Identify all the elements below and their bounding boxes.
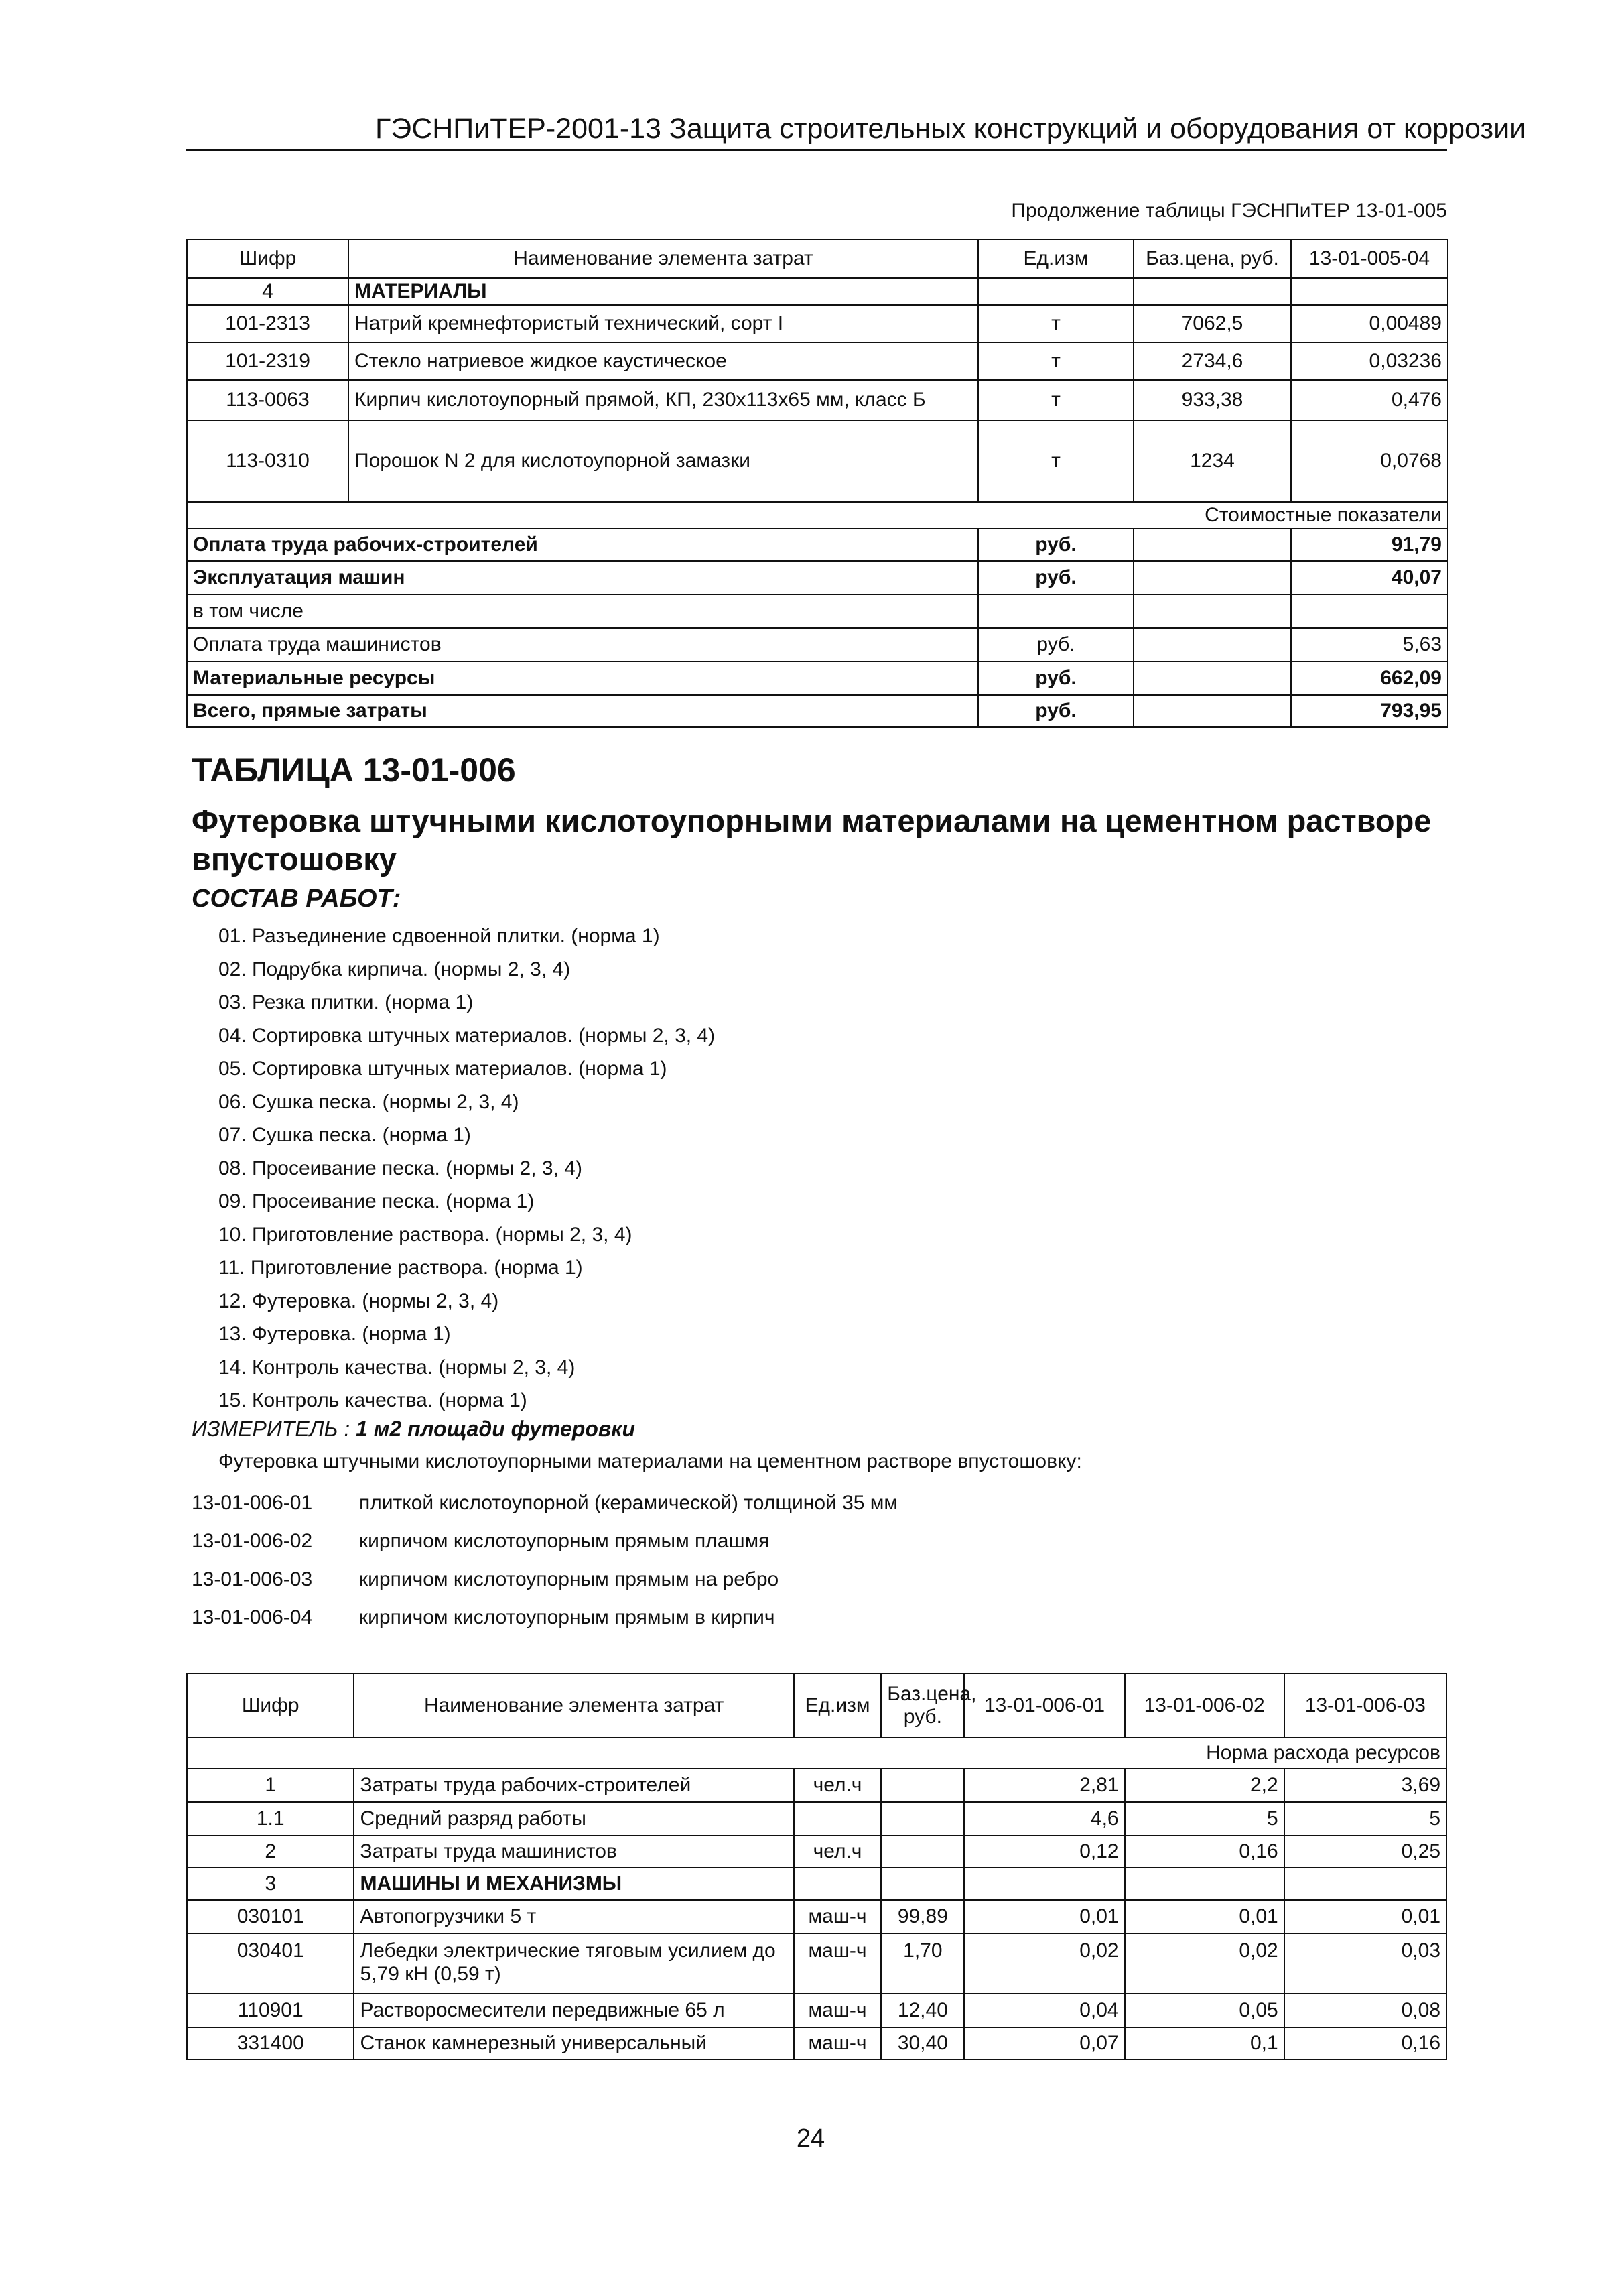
list-item: 09. Просеивание песка. (норма 1) (218, 1190, 535, 1212)
empty-cell (794, 1868, 881, 1900)
row-code: 331400 (187, 2027, 354, 2059)
norms-description: Футеровка штучными кислотоупорными материалами на цементном растворе впустошовку: (218, 1450, 1082, 1472)
column-header-price: Баз.цена, руб. (1134, 239, 1291, 278)
table-row (187, 1769, 1446, 1802)
empty-cell (1134, 594, 1291, 628)
row-code: 1 (187, 1769, 354, 1802)
empty-cell (1134, 661, 1291, 695)
empty-cell (1134, 695, 1291, 727)
cost-unit: руб. (978, 529, 1134, 561)
row-code: 030101 (187, 1900, 354, 1933)
row-value: 0,00489 (1291, 305, 1448, 342)
column-header-name: Наименование элемента затрат (348, 239, 978, 278)
row-value-03: 0,25 (1284, 1836, 1446, 1868)
row-price: 7062,5 (1134, 305, 1291, 342)
row-code: 030401 (187, 1933, 354, 1994)
row-value-02: 0,1 (1125, 2027, 1284, 2059)
row-value-03: 5 (1284, 1802, 1446, 1836)
row-unit: т (978, 380, 1134, 420)
section-name: МАШИНЫ И МЕХАНИЗМЫ (354, 1868, 793, 1900)
cost-table-13-01-005 (186, 239, 1448, 728)
section-code: 3 (187, 1868, 354, 1900)
table-row (187, 342, 1448, 380)
section-name: МАТЕРИАЛЫ (348, 278, 978, 305)
row-name: Лебедки электрические тяговым усилием до 5,79 кН (0,59 т) (354, 1933, 793, 1994)
resource-norms-table-13-01-006 (186, 1673, 1447, 2060)
column-header-name: Наименование элемента затрат (354, 1673, 793, 1738)
page-number: 24 (796, 2124, 825, 2153)
cost-unit: руб. (978, 628, 1134, 661)
row-price: 12,40 (881, 1994, 964, 2027)
table-row (187, 420, 1448, 502)
row-code: 110901 (187, 1994, 354, 2027)
row-price (881, 1769, 964, 1802)
norm-text: кирпичом кислотоупорным прямым плашмя (359, 1529, 770, 1552)
row-name: Средний разряд работы (354, 1802, 793, 1836)
row-unit: маш-ч (794, 2027, 881, 2059)
empty-cell (881, 1868, 964, 1900)
list-item: 04. Сортировка штучных материалов. (нормы 2, 3, 4) (218, 1024, 716, 1047)
row-unit: маш-ч (794, 1900, 881, 1933)
row-name: Затраты труда рабочих-строителей (354, 1769, 793, 1802)
row-unit: чел.ч (794, 1769, 881, 1802)
table-row (187, 1900, 1446, 1933)
row-name: Натрий кремнефтористый технический, сорт I (348, 305, 978, 342)
measurement-unit (192, 1417, 635, 1442)
cost-value: 40,07 (1291, 561, 1448, 594)
operations-list (218, 919, 715, 1417)
row-code: 113-0310 (187, 420, 348, 502)
row-code: 101-2313 (187, 305, 348, 342)
list-item: 14. Контроль качества. (нормы 2, 3, 4) (218, 1356, 576, 1379)
row-unit: т (978, 305, 1134, 342)
empty-cell (1134, 561, 1291, 594)
norm-code: 13-01-006-04 (192, 1606, 313, 1629)
column-header-unit: Ед.изм (794, 1673, 881, 1738)
row-value-03: 3,69 (1284, 1769, 1446, 1802)
row-code: 2 (187, 1836, 354, 1868)
norm-text: кирпичом кислотоупорным прямым в кирпич (359, 1606, 775, 1629)
table-row (187, 2027, 1446, 2059)
cost-unit: руб. (978, 661, 1134, 695)
row-value-02: 0,05 (1125, 1994, 1284, 2027)
row-unit: маш-ч (794, 1933, 881, 1994)
cost-value: 5,63 (1291, 628, 1448, 661)
row-value-01: 0,02 (964, 1933, 1124, 1994)
row-name: Автопогрузчики 5 т (354, 1900, 793, 1933)
norm-item (192, 1560, 898, 1598)
row-value-03: 0,03 (1284, 1933, 1446, 1994)
row-price (881, 1802, 964, 1836)
list-item: 06. Сушка песка. (нормы 2, 3, 4) (218, 1090, 519, 1113)
cost-unit: руб. (978, 561, 1134, 594)
row-name: Растворосмесители передвижные 65 л (354, 1994, 793, 2027)
row-value-02: 0,16 (1125, 1836, 1284, 1868)
row-unit: т (978, 420, 1134, 502)
norm-text: плиткой кислотоупорной (керамической) толщиной 35 мм (359, 1491, 898, 1514)
composition-heading: СОСТАВ РАБОТ: (192, 885, 401, 913)
table-continuation-caption: Продолжение таблицы ГЭСНПиТЕР 13-01-005 (1011, 200, 1447, 222)
empty-cell (1134, 529, 1291, 561)
table-row (187, 1836, 1446, 1868)
norm-item (192, 1522, 898, 1560)
column-header-code: Шифр (187, 239, 348, 278)
column-header-code: Шифр (187, 1673, 354, 1738)
empty-cell (1134, 628, 1291, 661)
list-item: 12. Футеровка. (нормы 2, 3, 4) (218, 1289, 499, 1312)
empty-cell (1291, 278, 1448, 305)
cost-indicators-header: Стоимостные показатели (187, 502, 1448, 529)
row-name: Стекло натриевое жидкое каустическое (348, 342, 978, 380)
list-item: 02. Подрубка кирпича. (нормы 2, 3, 4) (218, 958, 571, 980)
section-code: 4 (187, 278, 348, 305)
cost-unit (978, 594, 1134, 628)
row-price (881, 1836, 964, 1868)
cost-label: в том числе (187, 594, 978, 628)
norm-code: 13-01-006-03 (192, 1568, 313, 1590)
list-item: 07. Сушка песка. (норма 1) (218, 1124, 471, 1146)
empty-cell (964, 1868, 1124, 1900)
table-row (187, 305, 1448, 342)
row-value-02: 0,02 (1125, 1933, 1284, 1994)
cost-value: 91,79 (1291, 529, 1448, 561)
cost-label: Оплата труда машинистов (187, 628, 978, 661)
cost-value (1291, 594, 1448, 628)
cost-value: 662,09 (1291, 661, 1448, 695)
cost-unit: руб. (978, 695, 1134, 727)
header-rule (186, 149, 1447, 151)
cost-row (187, 529, 1448, 561)
column-header-price: Баз.цена, руб. (881, 1673, 964, 1738)
row-unit: чел.ч (794, 1836, 881, 1868)
cost-label: Оплата труда рабочих-строителей (187, 529, 978, 561)
list-item: 13. Футеровка. (норма 1) (218, 1323, 451, 1345)
row-price: 1234 (1134, 420, 1291, 502)
row-value-03: 0,16 (1284, 2027, 1446, 2059)
row-value: 0,0768 (1291, 420, 1448, 502)
section-title: ТАБЛИЦА 13-01-006 (192, 751, 516, 789)
norm-code: 13-01-006-02 (192, 1529, 313, 1552)
cost-row (187, 661, 1448, 695)
norm-consumption-header: Норма расхода ресурсов (187, 1738, 1446, 1769)
row-value-01: 0,07 (964, 2027, 1124, 2059)
column-header-norm-03: 13-01-006-03 (1284, 1673, 1446, 1738)
list-item: 01. Разъединение сдвоенной плитки. (норма 1) (218, 925, 660, 947)
row-value-01: 0,12 (964, 1836, 1124, 1868)
norm-code: 13-01-006-01 (192, 1491, 313, 1514)
cost-row (187, 594, 1448, 628)
norm-item (192, 1598, 898, 1637)
cost-label: Всего, прямые затраты (187, 695, 978, 727)
row-name: Порошок N 2 для кислотоупорной замазки (348, 420, 978, 502)
cost-label: Эксплуатация машин (187, 561, 978, 594)
list-item: 05. Сортировка штучных материалов. (норма 1) (218, 1058, 667, 1080)
column-header-unit: Ед.изм (978, 239, 1134, 278)
row-price: 1,70 (881, 1933, 964, 1994)
list-item: 10. Приготовление раствора. (нормы 2, 3, 4) (218, 1223, 632, 1246)
row-value-01: 4,6 (964, 1802, 1124, 1836)
cost-label: Материальные ресурсы (187, 661, 978, 695)
list-item: 11. Приготовление раствора. (норма 1) (218, 1257, 583, 1279)
empty-cell (1284, 1868, 1446, 1900)
cost-row (187, 561, 1448, 594)
row-price: 99,89 (881, 1900, 964, 1933)
norms-list (192, 1484, 898, 1637)
row-value-01: 2,81 (964, 1769, 1124, 1802)
measurement-value: 1 м2 площади футеровки (356, 1417, 635, 1441)
table-row (187, 1933, 1446, 1994)
row-value-03: 0,08 (1284, 1994, 1446, 2027)
row-code: 101-2319 (187, 342, 348, 380)
row-value: 0,03236 (1291, 342, 1448, 380)
row-value-03: 0,01 (1284, 1900, 1446, 1933)
empty-cell (1125, 1868, 1284, 1900)
cost-value: 793,95 (1291, 695, 1448, 727)
row-value-01: 0,04 (964, 1994, 1124, 2027)
table-row (187, 1994, 1446, 2027)
row-code: 113-0063 (187, 380, 348, 420)
row-price: 30,40 (881, 2027, 964, 2059)
column-header-norm: 13-01-005-04 (1291, 239, 1448, 278)
table-header-row (187, 239, 1448, 278)
norm-text: кирпичом кислотоупорным прямым на ребро (359, 1568, 779, 1590)
row-unit (794, 1802, 881, 1836)
row-name: Кирпич кислотоупорный прямой, КП, 230х113х65 мм, класс Б (348, 380, 978, 420)
row-unit: т (978, 342, 1134, 380)
row-name: Затраты труда машинистов (354, 1836, 793, 1868)
page-header-title: ГЭСНПиТЕР-2001-13 Защита строительных конструкций и оборудования от коррозии (375, 113, 1526, 145)
row-value-01: 0,01 (964, 1900, 1124, 1933)
norm-item (192, 1484, 898, 1522)
cost-row (187, 628, 1448, 661)
cost-indicators-header-row (187, 502, 1448, 529)
row-price: 2734,6 (1134, 342, 1291, 380)
row-unit: маш-ч (794, 1994, 881, 2027)
section-row-materials (187, 278, 1448, 305)
list-item: 08. Просеивание песка. (нормы 2, 3, 4) (218, 1157, 582, 1179)
cost-row (187, 695, 1448, 727)
measurement-label: ИЗМЕРИТЕЛЬ : (192, 1417, 356, 1441)
row-code: 1.1 (187, 1802, 354, 1836)
row-value-02: 2,2 (1125, 1769, 1284, 1802)
empty-cell (978, 278, 1134, 305)
table-row (187, 1802, 1446, 1836)
table-header-row (187, 1673, 1446, 1738)
row-value-02: 5 (1125, 1802, 1284, 1836)
norm-consumption-header-row (187, 1738, 1446, 1769)
empty-cell (1134, 278, 1291, 305)
row-price: 933,38 (1134, 380, 1291, 420)
list-item: 03. Резка плитки. (норма 1) (218, 991, 474, 1013)
column-header-norm-01: 13-01-006-01 (964, 1673, 1124, 1738)
table-row (187, 380, 1448, 420)
list-item: 15. Контроль качества. (норма 1) (218, 1389, 527, 1411)
section-subtitle: Футеровка штучными кислотоупорными материалами на цементном растворе впустошовку (192, 803, 1432, 877)
row-value-02: 0,01 (1125, 1900, 1284, 1933)
column-header-norm-02: 13-01-006-02 (1125, 1673, 1284, 1738)
row-value: 0,476 (1291, 380, 1448, 420)
section-row-machines (187, 1868, 1446, 1900)
row-name: Станок камнерезный универсальный (354, 2027, 793, 2059)
